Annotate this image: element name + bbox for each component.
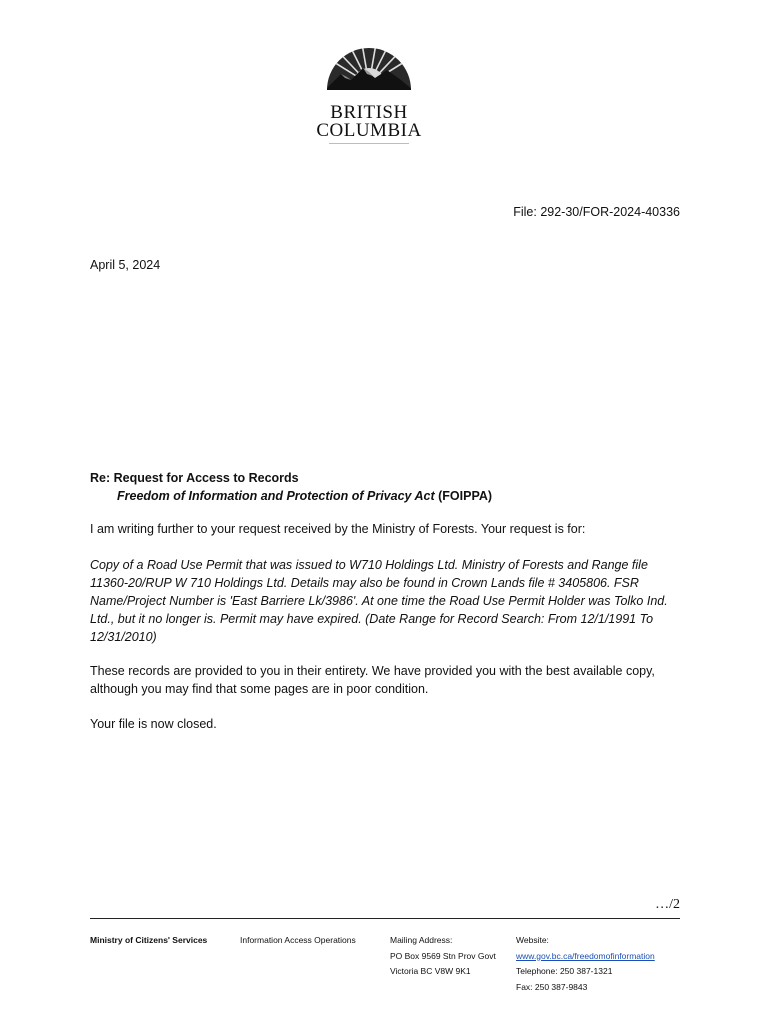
logo-divider — [329, 143, 409, 144]
footer-office — [240, 933, 356, 949]
act-abbreviation: (FOIPPA) — [434, 489, 493, 503]
telephone: Telephone: 250 387-1321 — [516, 966, 613, 976]
subject-block — [90, 469, 492, 505]
footer-contact — [516, 933, 655, 995]
act-name: Freedom of Information and Protection of Privacy Act — [117, 489, 435, 503]
act-reference — [117, 487, 492, 505]
ministry-name: Ministry of Citizens' Services — [90, 935, 208, 945]
subject-line: Re: Request for Access to Records — [90, 471, 299, 485]
letter-date: April 5, 2024 — [90, 258, 161, 272]
closing-paragraph: Your file is now closed. — [90, 717, 217, 731]
footer-ministry — [90, 933, 207, 949]
website-link[interactable]: www.gov.bc.ca/freedomofinformation — [516, 950, 655, 961]
fax: Fax: 250 387-9843 — [516, 981, 588, 992]
logo-text-british: BRITISH — [330, 102, 408, 123]
mailing-line-2: Victoria BC V8W 9K1 — [390, 966, 471, 976]
mailing-label: Mailing Address: — [390, 935, 453, 945]
file-reference: File: 292-30/FOR-2024-40336 — [513, 205, 680, 219]
sun-mountain-emblem-icon — [311, 44, 427, 104]
request-description: Copy of a Road Use Permit that was issued to W710 Holdings Ltd. Ministry of Forests and Range file 11360-20/RUP W 710 Holdings Ltd. Details may also be found in Crown Lands file # 3405806. FSR Name/Project Number is 'East Barriere Lk/3986'. At one time the Road Use Permit Holder was Tolko Ind. Ltd., but it no longer is. Permit may have expired. (Date Range for Record Search: From 12/1/1991 To 12/31/2010) — [90, 558, 668, 644]
footer-divider — [90, 918, 680, 919]
website-label: Website: — [516, 935, 549, 945]
records-note-paragraph: These records are provided to you in their entirety. We have provided you with the best available copy, although you may find that some pages are in poor condition. — [90, 664, 655, 696]
footer-mailing-address — [390, 933, 496, 980]
mailing-line-1: PO Box 9569 Stn Prov Govt — [390, 950, 496, 961]
page-continuation: …/2 — [655, 897, 680, 912]
bc-government-logo — [311, 44, 427, 148]
office-name: Information Access Operations — [240, 935, 356, 945]
intro-paragraph: I am writing further to your request received by the Ministry of Forests. Your request is for: — [90, 522, 586, 536]
logo-text-columbia: COLUMBIA — [316, 120, 422, 141]
